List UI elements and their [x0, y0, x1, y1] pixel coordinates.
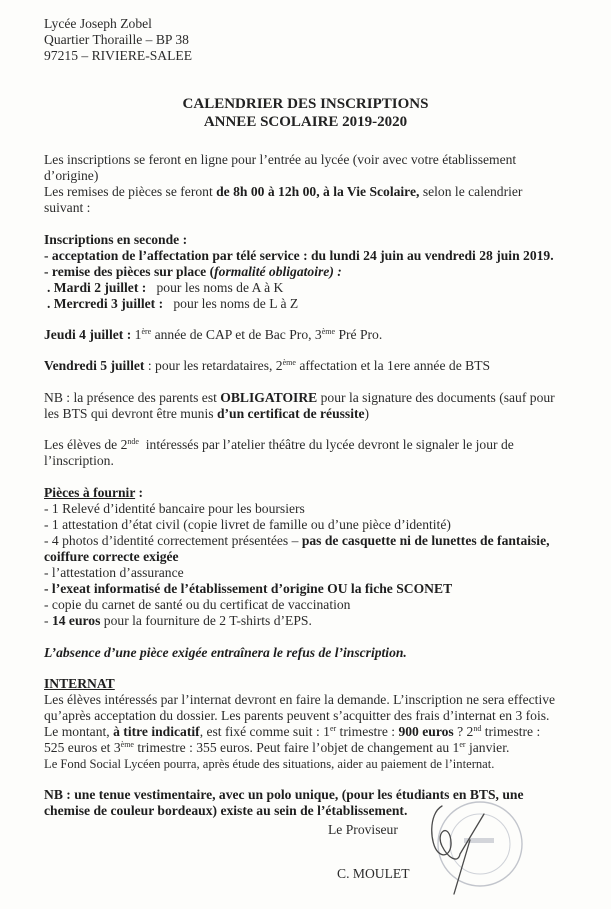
vendredi-text-1: : pour les retardataires, 2	[144, 358, 283, 373]
jeudi-date: Jeudi 4 juillet :	[44, 327, 132, 342]
vendredi-text-2: affectation et la 1ere année de BTS	[295, 358, 491, 373]
jeudi-text-1: 1	[131, 327, 142, 342]
nb-parents-text-2: pour la signature des documents (sauf pour	[317, 390, 555, 405]
theatre-line-1	[44, 437, 514, 453]
pieces-tshirts-pre: -	[44, 613, 52, 628]
seconde-day-2-text: pour les noms de L à Z	[173, 296, 299, 311]
pieces-item-sante: - copie du carnet de santé ou du certificat de vaccination	[44, 597, 351, 612]
internat-indicatif: à titre indicatif	[113, 724, 200, 739]
internat-sup-1: er	[329, 724, 337, 733]
jeudi-line	[44, 327, 382, 343]
pieces-photos-bold: pas de casquette ni de lunettes de fantaisie,	[301, 533, 550, 548]
internat-line4-text-2: trimestre : 355 euros. Peut faire l’objet de changement au 1	[133, 740, 460, 755]
internat-line4-sup-2: er	[459, 740, 466, 749]
pieces-tshirts-post: pour la fourniture de 2 T-shirts d’EPS.	[100, 613, 312, 628]
seconde-acceptation: - acceptation de l’affectation par télé service : du lundi 24 juin au vendredi 28 juin 2019.	[44, 248, 554, 263]
internat-line-1: Les élèves intéressés par l’internat devront en faire la demande. L’inscription ne sera effective	[44, 692, 556, 707]
nb-parents-line-1	[44, 390, 555, 406]
internat-line4-text-3: janvier.	[465, 740, 510, 755]
internat-line4-sup-1: ème	[120, 740, 134, 749]
internat-sup-2: nd	[473, 724, 482, 733]
document-title: CALENDRIER DES INSCRIPTIONS	[182, 96, 429, 112]
nb-parents-text-4: )	[364, 406, 370, 421]
internat-line-2: qu’après acceptation du dossier. Les parents peuvent s’acquitter des frais d’internat en 3 fois.	[44, 708, 550, 723]
pieces-item-rib: - 1 Relevé d’identité bancaire pour les boursiers	[44, 501, 305, 516]
school-city: 97215 – RIVIERE-SALEE	[44, 48, 193, 63]
nb-tenue-line-2: chemise de couleur bordeaux) existe au sein de l’établissement.	[44, 803, 408, 818]
intro-remises-post: selon le calendrier	[419, 184, 523, 199]
vendredi-date: Vendredi 5 juillet	[44, 358, 145, 373]
jeudi-text-3: Pré Pro.	[335, 327, 383, 342]
pieces-heading-colon: :	[135, 485, 144, 500]
document-subtitle: ANNEE SCOLAIRE 2019-2020	[203, 114, 408, 130]
intro-line-1: Les inscriptions se feront en ligne pour l’entrée au lycée (voir avec votre établissement	[44, 152, 517, 167]
internat-line-3	[44, 724, 540, 740]
theatre-text-1: Les élèves de 2	[44, 437, 128, 452]
internat-price-t1: 900 euros	[398, 724, 454, 739]
jeudi-sup-1: ère	[141, 327, 152, 336]
stamp-inner-ring	[450, 814, 510, 874]
pieces-heading	[44, 485, 143, 501]
vendredi-sup-1: ème	[282, 358, 296, 367]
internat-montant-text-1: Le montant,	[44, 724, 114, 739]
theatre-sup-1: nde	[127, 437, 139, 446]
internat-montant-text-3: trimestre :	[336, 724, 399, 739]
intro-suivant: suivant :	[44, 200, 91, 215]
intro-remises-pre: Les remises de pièces se feront	[44, 184, 217, 199]
nb-parents-text-3: les BTS qui devront être munis	[44, 406, 217, 421]
nb-parents-certificat: d’un certificat de réussite	[216, 406, 365, 421]
pieces-item-tshirts	[44, 613, 312, 629]
internat-line-5: Le Fond Social Lycéen pourra, après étude des situations, aider au paiement de l’internat.	[44, 757, 495, 771]
nb-parents-text-1: NB : la présence des parents est	[44, 390, 221, 405]
seconde-remise	[44, 264, 342, 280]
jeudi-sup-2: ème	[321, 327, 336, 336]
seconde-remise-italic: formalité obligatoire) :	[214, 264, 342, 279]
official-stamp	[424, 794, 528, 898]
signature-role: Le Proviseur	[328, 822, 398, 837]
seconde-day-1	[47, 280, 283, 296]
vendredi-line	[44, 358, 490, 374]
pieces-item-etat-civil: - 1 attestation d’état civil (copie livret de famille ou d’une pièce d’identité)	[44, 517, 451, 532]
pieces-item-assurance: - l’attestation d’assurance	[44, 565, 184, 580]
internat-line-4	[44, 740, 509, 756]
pieces-item-coiffure: coiffure correcte exigée	[44, 549, 179, 564]
internat-montant-text-5: trimestre :	[481, 724, 541, 739]
internat-line4-text-1: 525 euros et 3	[44, 740, 121, 755]
signature-name: C. MOULET	[337, 866, 410, 881]
pieces-photos-text: - 4 photos d’identité correctement présentées –	[44, 533, 302, 548]
seconde-day-1-text: pour les noms de A à K	[156, 280, 284, 295]
pieces-item-photos	[44, 533, 550, 549]
pieces-warning: L’absence d’une pièce exigée entraînera le refus de l’inscription.	[44, 645, 407, 660]
internat-montant-text-2: , est fixé comme suit : 1	[199, 724, 330, 739]
pieces-heading-text: Pièces à fournir	[44, 485, 136, 500]
school-address: Quartier Thoraille – BP 38	[44, 32, 189, 47]
nb-parents-line-2	[44, 406, 369, 422]
pieces-item-exeat: - l’exeat informatisé de l’établissement d’origine OU la fiche SCONET	[44, 581, 453, 596]
intro-line-2: d’origine)	[44, 168, 99, 183]
signature-scribble	[432, 806, 484, 894]
seconde-remise-text: - remise des pièces sur place (	[44, 264, 215, 279]
nb-parents-obligatoire: OBLIGATOIRE	[220, 390, 318, 405]
intro-remises	[44, 184, 522, 200]
nb-tenue-line-1: NB : une tenue vestimentaire, avec un polo unique, (pour les étudiants en BTS, une	[44, 787, 524, 802]
seconde-day-1-date: . Mardi 2 juillet :	[47, 280, 147, 295]
intro-remises-hours: de 8h 00 à 12h 00, à la Vie Scolaire,	[216, 184, 420, 199]
jeudi-text-2: année de CAP et de Bac Pro, 3	[151, 327, 322, 342]
internat-heading: INTERNAT	[44, 676, 115, 691]
theatre-line-2: l’inscription.	[44, 453, 114, 468]
seconde-day-2-date: . Mercredi 3 juillet :	[47, 296, 164, 311]
seconde-heading: Inscriptions en seconde :	[44, 232, 188, 247]
internat-montant-text-4: ? 2	[453, 724, 474, 739]
pieces-tshirts-price: 14 euros	[51, 613, 101, 628]
seconde-day-2	[47, 296, 298, 312]
school-name: Lycée Joseph Zobel	[44, 16, 152, 31]
theatre-text-2: intéressés par l’atelier théâtre du lycée devront le signaler le jour de	[138, 437, 514, 452]
